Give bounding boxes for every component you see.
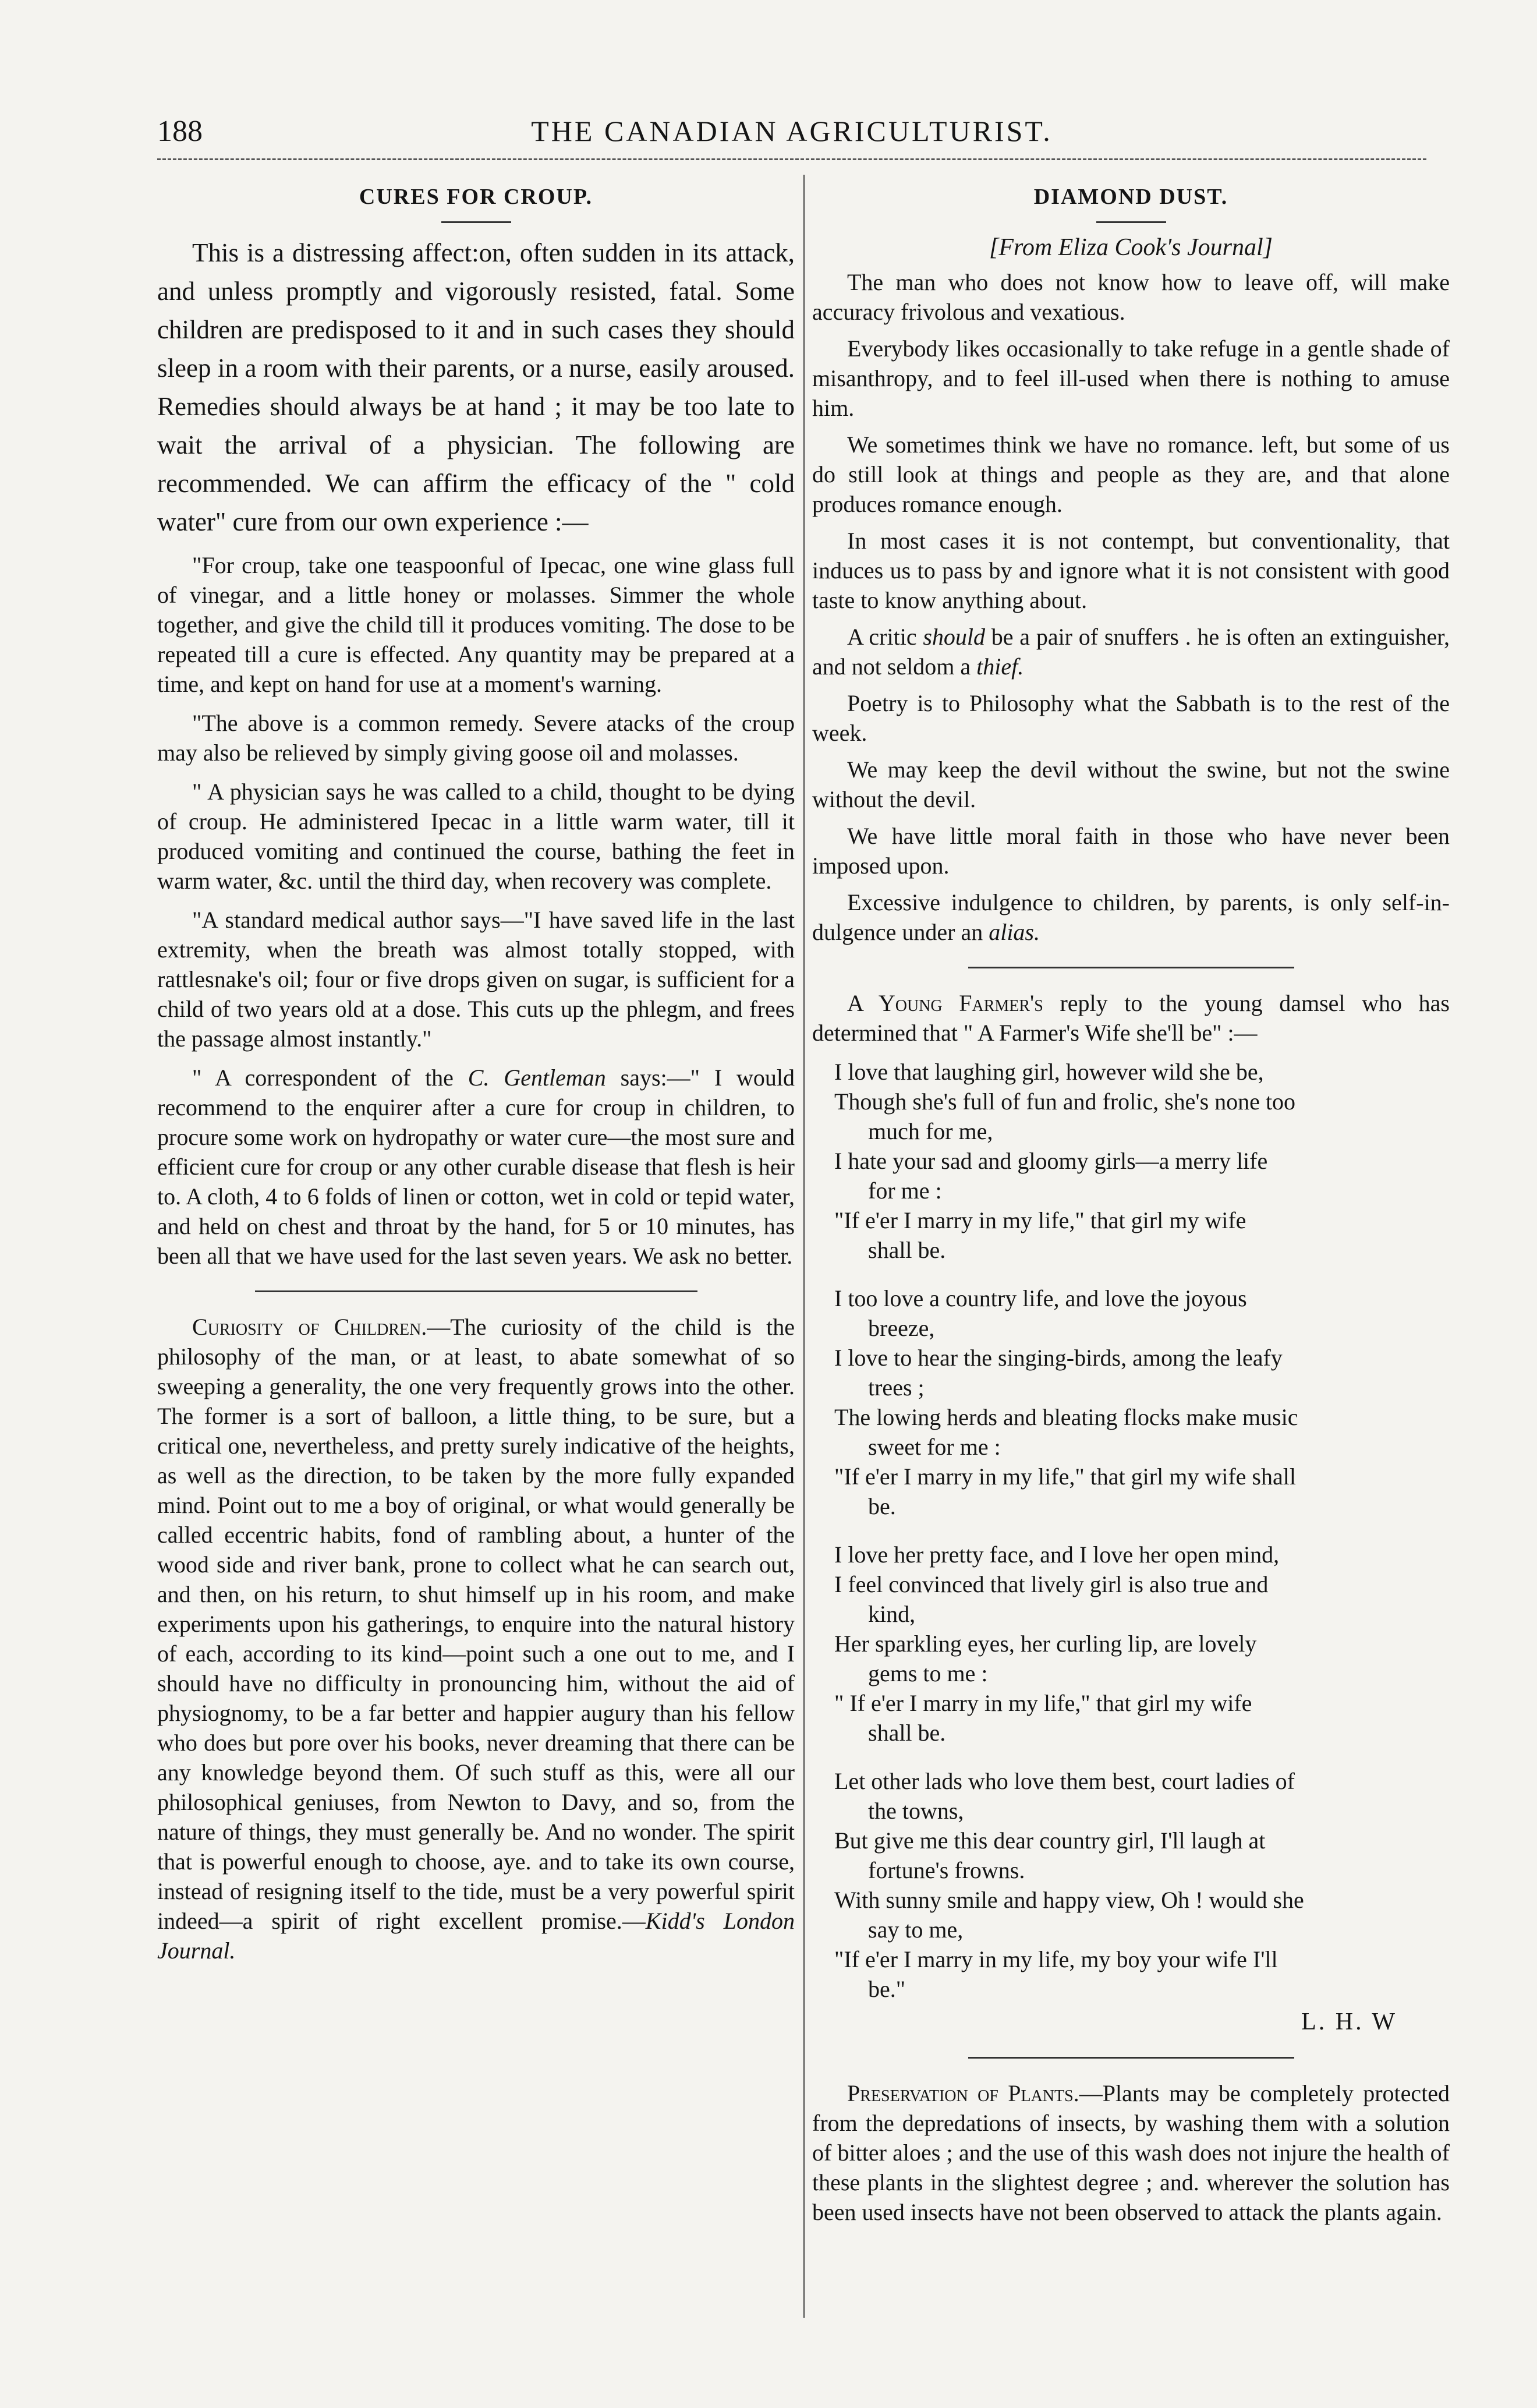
poem-line: I love her pretty face, and I love her open mind, — [834, 1541, 1280, 1568]
curiosity-source: Kidd's London Journal. — [157, 1908, 795, 1964]
farmer-caps: A Young Farmer's — [847, 990, 1043, 1016]
diamond-items — [812, 267, 1450, 947]
curiosity-block — [157, 1312, 795, 1965]
poem-line: Let other lads who love them best, court ladies of — [834, 1768, 1295, 1794]
poem-line: I feel convinced that lively girl is also true and — [834, 1571, 1269, 1597]
text-run: A critic — [847, 624, 923, 650]
cures-paragraph: "A standard medical author says—"I have saved life in the last extremity, when the breath was almost totally stopped, with rattlesnake's oil; four or five drops given on sugar, is sufficient for a child of two years old at a dose. This cuts up the phlegm, and frees the passage almost instantly." — [157, 907, 795, 1052]
poem-line-continued: be." — [868, 1976, 906, 2002]
poem-line: I love to hear the singing-birds, among the leafy — [834, 1345, 1283, 1371]
cures-intro: This is a distressing affect:on, often sudden in its attack, and unless promptly and vigorously resisted, fatal. Some children are predisposed to it and in such cases they should sleep in a room with their parents, or a nurse, easily aroused. Remedies should always be at hand ; it may be too late to wait the arrival of a physician. The following are recommended. We can affirm the efficacy of the " cold water" cure from our own experience :— — [157, 238, 795, 536]
poem-line: I love that laughing girl, however wild she be, — [834, 1059, 1264, 1085]
column-divider — [803, 175, 805, 2318]
diamond-item: The man who does not know how to leave off, will make accuracy frivolous and vexatious. — [812, 269, 1450, 325]
cures-paragraph — [157, 1063, 795, 1271]
diamond-item: Everybody likes occasionally to take refuge in a gentle shade of misanthropy, and to feel ill-used when there is nothing to amuse him. — [812, 335, 1450, 421]
farmer-rest: reply to the young damsel who has determined that " A Farmer's Wife she'll be" :— — [812, 990, 1450, 1046]
plants-heading: Preservation of Plants. — [847, 2080, 1079, 2106]
poem-stanza — [812, 1057, 1450, 1265]
diamond-item: We sometimes think we have no romance. left, but some of us do still look at things and people as they are, and that alone produces romance enough. — [812, 432, 1450, 517]
poem-line-continued: trees ; — [868, 1374, 925, 1401]
section-rule — [255, 1290, 697, 1292]
section-rule — [968, 2057, 1294, 2059]
diamond-item — [812, 887, 1450, 947]
right-column — [812, 175, 1450, 2236]
poem-line-continued: much for me, — [868, 1118, 993, 1144]
italic-run: should — [923, 624, 986, 650]
text-run: says:—" I would recommend to the enquirer after a cure for croup in children, to procure some work on hydropathy or water cure—the most sure and efficient cure for croup or any other curable disease that flesh is heir to. A cloth, 4 to 6 folds of linen or cotton, wet in cold or tepid water, and held on chest and throat by the hand, for 5 or 10 minutes, has been all that we have used for the last seven years. We ask no better. — [157, 1065, 795, 1269]
header-rule — [157, 158, 1426, 160]
plants-body: —Plants may be completely protected from the depredations of insects, by washing them with a solution of bitter aloes ; and the use of this wash does not injure the health of these plants in the slightest degree ; and. wherever the solution has been used insects have not been observed to attack the plants again. — [812, 2080, 1450, 2225]
plants-paragraph — [812, 2078, 1450, 2227]
left-column — [157, 175, 795, 1975]
cures-paragraph: " A physician says he was called to a child, thought to be dying of croup. He administered Ipecac in a little warm water, till it produced vomiting and continued the course, bathing the feet in warm water, &c. until the third day, when recovery was complete. — [157, 779, 795, 894]
curiosity-paragraph — [157, 1312, 795, 1965]
poem-line-continued: the towns, — [868, 1798, 964, 1824]
diamond-item — [812, 622, 1450, 681]
cures-paragraph: "The above is a common remedy. Severe atacks of the croup may also be relieved by simply giving goose oil and molasses. — [157, 710, 795, 766]
poem-line-continued: kind, — [868, 1601, 916, 1627]
cures-paragraph: "For croup, take one teaspoonful of Ipecac, one wine glass full of vinegar, and a little honey or molasses. Simmer the whole together, and give the child till it produces vomiting. The dose to be repeated till a cure is effected. Any quantity may be prepared at a time, and kept on hand for use at a moment's warning. — [157, 552, 795, 697]
poem-line-continued: shall be. — [868, 1237, 946, 1263]
poem-line-continued: say to me, — [868, 1917, 964, 1943]
cures-quotes — [157, 550, 795, 1271]
running-title: THE CANADIAN AGRICULTURIST. — [531, 115, 1053, 147]
text-run: " A correspondent of the — [192, 1065, 468, 1091]
poem-line: With sunny smile and happy view, Oh ! would she — [834, 1887, 1304, 1913]
poem — [812, 1057, 1450, 2037]
text-run: Excessive indulgence to children, by parents, is only self-in-dulgence under an — [812, 889, 1450, 945]
poem-line-continued: sweet for me : — [868, 1434, 1001, 1460]
poem-stanza — [812, 1766, 1450, 2004]
poem-line-continued: shall be. — [868, 1720, 946, 1746]
poem-line-continued: be. — [868, 1493, 896, 1519]
farmer-intro-block — [812, 988, 1450, 1048]
poem-line-continued: fortune's frowns. — [868, 1857, 1025, 1883]
italic-run: alias. — [989, 919, 1040, 945]
poem-line: I hate your sad and gloomy girls—a merry life — [834, 1148, 1268, 1174]
poem-stanza — [812, 1540, 1450, 1748]
cures-intro-block — [157, 234, 795, 541]
diamond-item: We may keep the devil without the swine, but not the swine without the devil. — [812, 756, 1450, 812]
poem-signature: L. H. W — [1301, 2009, 1397, 2035]
page-number: 188 — [157, 115, 203, 148]
poem-line: The lowing herds and bleating flocks make music — [834, 1404, 1298, 1430]
poem-line: " If e'er I marry in my life," that girl my wife — [834, 1690, 1252, 1716]
page-header — [157, 114, 1426, 161]
title-rule — [441, 221, 511, 223]
poem-line: I too love a country life, and love the joyous — [834, 1285, 1247, 1311]
cures-title: CURES FOR CROUP. — [359, 185, 593, 209]
poem-line: "If e'er I marry in my life," that girl my wife — [834, 1207, 1246, 1233]
text-run: be a pair of snuffers . he is often an extinguisher, and not seldom a — [812, 624, 1450, 680]
plants-block — [812, 2078, 1450, 2227]
curiosity-body: —The curiosity of the child is the philosophy of the man, or at least, to abate somewhat of so sweeping a generality, the one very frequently grows into the other. The former is a sort of balloon, a little thing, to be sure, but a critical one, nevertheless, and pretty surely indicative of the heights, as well as the direction, to be taken by the more fully expanded mind. Point out to me a boy of original, or what would generally be called eccentric habits, fond of rambling about, a hunter of the wood side and river bank, prone to collect what he can search out, and then, on his return, to shut himself up in his room, and make experiments upon his gatherings, to enquire into the natural history of each, according to its kind—point such a one out to me, and I should have no difficulty in pronouncing him, without the aid of physiognomy, to be a far better and happier augury than his fellow who does but pore over his books, never dreaming that there can be any knowledge beyond them. Of such stuff as this, were all our philosophical geniuses, from Newton to Davy, and so, from the nature of things, they must generally be. And no wonder. The spirit that is powerful enough to choose, aye. and to take its own course, instead of resigning itself to the tide, must be a very powerful spirit indeed—a spirit of right excellent promise.— — [157, 1314, 795, 1934]
section-rule — [968, 967, 1294, 968]
diamond-title: DIAMOND DUST. — [1033, 185, 1228, 209]
poem-line: "If e'er I marry in my life, my boy your wife I'll — [834, 1946, 1278, 1972]
poem-line: Though she's full of fun and frolic, she's none too — [834, 1088, 1296, 1115]
diamond-source: [From Eliza Cook's Journal] — [989, 234, 1273, 261]
title-rule — [1096, 221, 1166, 223]
poem-line-continued: for me : — [868, 1178, 942, 1204]
poem-line-continued: gems to me : — [868, 1660, 988, 1686]
italic-run: thief. — [976, 653, 1024, 680]
diamond-item: Poetry is to Philosophy what the Sabbath is to the rest of the week. — [812, 690, 1450, 746]
poem-line: "If e'er I marry in my life," that girl my wife shall — [834, 1463, 1296, 1490]
curiosity-heading: Curiosity of Children. — [192, 1314, 427, 1340]
poem-line: Her sparkling eyes, her curling lip, are lovely — [834, 1631, 1257, 1657]
poem-line: But give me this dear country girl, I'll laugh at — [834, 1827, 1266, 1854]
poem-line-continued: breeze, — [868, 1315, 935, 1341]
diamond-item: In most cases it is not contempt, but conventionality, that induces us to pass by and ignore what it is not consistent with good taste to know anything about. — [812, 528, 1450, 613]
poem-stanza — [812, 1283, 1450, 1521]
diamond-item: We have little moral faith in those who have never been imposed upon. — [812, 823, 1450, 879]
farmer-intro — [812, 988, 1450, 1048]
italic-run: C. Gentleman — [468, 1065, 606, 1091]
